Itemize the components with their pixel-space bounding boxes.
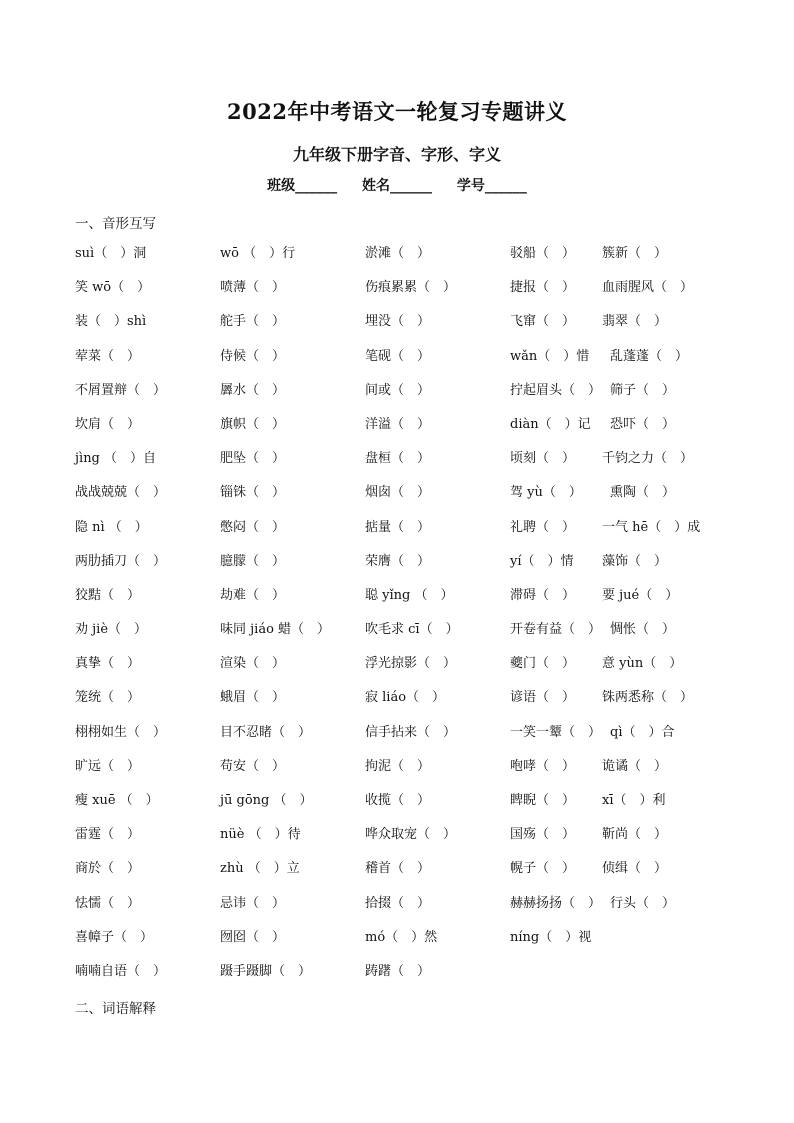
exercise-term: 藻饰（ ）	[602, 553, 668, 569]
exercise-term: 淤滩（ ）	[365, 246, 431, 261]
exercise-term: 侦缉（ ）	[602, 861, 668, 877]
exercise-item	[75, 655, 220, 689]
exercise-term: 行头（ ）	[610, 895, 676, 911]
exercise-item	[365, 826, 510, 860]
exercise-item	[220, 860, 365, 894]
exercise-term: qì（ ）合	[610, 724, 675, 740]
exercise-term: 要 jué（ ）	[602, 587, 679, 603]
exercise-term: 寂 liáo（ ）	[365, 690, 446, 706]
exercise-item	[365, 279, 510, 313]
exercise-term: wǎn（ ）惜	[510, 348, 590, 364]
exercise-item	[510, 724, 735, 758]
exercise-item	[220, 689, 365, 723]
exercise-item	[510, 313, 735, 347]
exercise-term: 洋溢（ ）	[365, 416, 431, 432]
exercise-item	[510, 484, 735, 518]
exercise-item	[510, 348, 735, 382]
exercise-term: 飞窜（ ）	[510, 314, 576, 330]
exercise-item	[75, 519, 220, 553]
exercise-term: 渲染（ ）	[220, 656, 286, 672]
exercise-term: 诡谲（ ）	[602, 758, 668, 774]
exercise-item	[220, 553, 365, 587]
exercise-item	[365, 724, 510, 758]
exercise-term: 礼聘（ ）	[510, 519, 576, 535]
exercise-term: 意 yùn（ ）	[602, 656, 683, 672]
exercise-item	[510, 587, 735, 621]
exercise-term: 夔门（ ）	[510, 656, 576, 672]
exercise-term: 驳船（ ）	[510, 246, 576, 261]
exercise-term: 恐吓（ ）	[610, 416, 676, 432]
exercise-term: 荤菜（ ）	[75, 348, 141, 364]
exercise-item	[365, 621, 510, 655]
exercise-term: mó（ ）然	[365, 929, 438, 945]
exercise-item	[75, 895, 220, 929]
exercise-item	[75, 416, 220, 450]
exercise-term: 喃喃自语（ ）	[75, 963, 167, 979]
exercise-item	[220, 313, 365, 347]
exercise-term: 荣膺（ ）	[365, 553, 431, 569]
exercise-term: 劫难（ ）	[220, 587, 286, 603]
student-info-fields	[0, 175, 794, 195]
exercise-term: 目不忍睹（ ）	[220, 724, 312, 740]
exercise-term: 舵手（ ）	[220, 314, 286, 330]
exercise-term: 囫囵（ ）	[220, 929, 286, 945]
exercise-item	[220, 963, 365, 997]
exercise-term: 乱蓬蓬（ ）	[610, 348, 689, 364]
exercise-item	[510, 655, 735, 689]
exercise-term: 血雨腥风（ ）	[602, 280, 694, 296]
section-heading-2: 二、词语解释	[75, 1001, 156, 1017]
exercise-term: zhù （ ）立	[220, 861, 300, 877]
exercise-term: 筛子（ ）	[610, 382, 676, 398]
exercise-term: 靳尚（ ）	[602, 827, 668, 843]
exercise-item	[75, 792, 220, 826]
exercise-item	[220, 758, 365, 792]
exercise-item	[75, 279, 220, 313]
exercise-term: diàn（ ）记	[510, 416, 591, 432]
exercise-term: yí（ ）情	[510, 553, 574, 569]
exercise-term: 稽首（ ）	[365, 861, 431, 877]
exercise-term: 怯懦（ ）	[75, 895, 141, 911]
exercise-term: 战战兢兢（ ）	[75, 485, 167, 501]
exercise-item	[75, 382, 220, 416]
exercise-term: 踌躇（ ）	[365, 963, 431, 979]
exercise-term: 拾掇（ ）	[365, 895, 431, 911]
exercise-term: 真挚（ ）	[75, 656, 141, 672]
exercise-term: 开卷有益（ ）	[510, 622, 602, 638]
exercise-term: 商於（ ）	[75, 861, 141, 877]
exercise-term: 味同 jiáo 蜡（ ）	[220, 622, 331, 638]
exercise-item	[220, 929, 365, 963]
exercise-term: 烟囱（ ）	[365, 485, 431, 501]
exercise-term: 捷报（ ）	[510, 280, 576, 296]
exercise-item	[220, 655, 365, 689]
exercise-item	[510, 929, 735, 963]
exercise-term: 憋闷（ ）	[220, 519, 286, 535]
exercise-item	[75, 724, 220, 758]
exercise-item	[75, 245, 220, 279]
exercise-item	[365, 484, 510, 518]
exercise-term: 侍候（ ）	[220, 348, 286, 364]
exercise-item	[510, 519, 735, 553]
exercise-item	[365, 860, 510, 894]
exercise-term: 笑 wō（ ）	[75, 280, 151, 296]
exercise-term: 坎肩（ ）	[75, 416, 141, 432]
exercise-item	[365, 758, 510, 792]
exercise-term: 熏陶（ ）	[610, 485, 676, 501]
exercise-term: suì（ ）洞	[75, 246, 147, 261]
page-subtitle: 九年级下册字音、字形、字义	[292, 145, 501, 164]
exercise-item	[75, 484, 220, 518]
exercise-term: 惆怅（ ）	[610, 622, 676, 638]
exercise-term: 狡黠（ ）	[75, 587, 141, 603]
exercise-term: 蛾眉（ ）	[220, 690, 286, 706]
exercise-item	[75, 689, 220, 723]
exercise-term: 收揽（ ）	[365, 793, 431, 808]
exercise-term: 拘泥（ ）	[365, 758, 431, 774]
exercise-term: 幌子（ ）	[510, 861, 576, 877]
exercise-item	[365, 587, 510, 621]
exercise-term: 间或（ ）	[365, 382, 431, 398]
exercise-term: 一笑一颦（ ）	[510, 724, 602, 740]
exercise-item	[75, 450, 220, 484]
exercise-item	[75, 860, 220, 894]
exercise-item	[220, 621, 365, 655]
exercise-term: 千钧之力（ ）	[602, 451, 694, 467]
exercise-item	[510, 963, 735, 997]
exercise-item	[75, 826, 220, 860]
exercise-item	[510, 416, 735, 450]
exercise-term: 簇新（ ）	[602, 246, 668, 261]
exercise-item	[75, 313, 220, 347]
exercise-term: 喷薄（ ）	[220, 280, 286, 296]
exercise-item	[510, 245, 735, 279]
exercise-item	[510, 621, 735, 655]
name-field: 姓名______	[362, 178, 432, 194]
exercise-item	[510, 382, 735, 416]
exercise-item	[220, 724, 365, 758]
exercise-term: 哗众取宠（ ）	[365, 827, 457, 843]
exercise-term: 笼统（ ）	[75, 690, 141, 706]
exercise-term: 伤痕累累（ ）	[365, 280, 457, 296]
exercise-item	[220, 519, 365, 553]
exercise-item	[365, 313, 510, 347]
exercise-term: wō （ ）行	[220, 246, 296, 261]
exercise-term: 瘦 xuē （ ）	[75, 793, 159, 808]
exercise-item	[75, 553, 220, 587]
exercise-item	[220, 895, 365, 929]
exercise-item	[365, 895, 510, 929]
exercise-item	[220, 348, 365, 382]
exercise-item	[510, 450, 735, 484]
exercise-item	[510, 860, 735, 894]
exercise-item	[510, 553, 735, 587]
exercise-item	[220, 792, 365, 826]
exercise-item	[220, 484, 365, 518]
exercise-item	[220, 245, 365, 279]
exercise-item	[365, 963, 510, 997]
exercise-term: xī（ ）利	[602, 793, 666, 808]
exercise-term: 劝 jiè（ ）	[75, 622, 148, 638]
exercise-item	[365, 450, 510, 484]
exercise-item	[365, 929, 510, 963]
exercise-term: 聪 yǐng （ ）	[365, 587, 454, 603]
exercise-term: 雷霆（ ）	[75, 827, 141, 843]
exercise-term: 笔砚（ ）	[365, 348, 431, 364]
exercise-term: 谚语（ ）	[510, 690, 576, 706]
exercise-term: 隐 nì （ ）	[75, 519, 148, 535]
exercise-term: jìng （ ）自	[75, 451, 157, 467]
exercise-item	[365, 519, 510, 553]
exercise-term: 一气 hē（ ）成	[602, 519, 701, 535]
exercise-term: 不屑置辩（ ）	[75, 382, 167, 398]
exercise-term: 肥坠（ ）	[220, 451, 286, 467]
exercise-item	[75, 348, 220, 382]
exercise-term: 掂量（ ）	[365, 519, 431, 535]
exercise-term: 旗帜（ ）	[220, 416, 286, 432]
exercise-term: níng（ ）视	[510, 929, 592, 945]
exercise-item	[365, 348, 510, 382]
exercise-item	[75, 963, 220, 997]
exercise-term: 驾 yù（ ）	[510, 485, 582, 501]
exercise-item	[365, 655, 510, 689]
exercise-item	[75, 587, 220, 621]
exercise-item	[220, 279, 365, 313]
exercise-term: 装（ ）shì	[75, 314, 147, 330]
exercise-term: 滞碍（ ）	[510, 587, 576, 603]
exercise-term: 蹑手蹑脚（ ）	[220, 963, 312, 979]
exercise-item	[510, 895, 735, 929]
exercise-term: 信手拈来（ ）	[365, 724, 457, 740]
exercise-term: 翡翠（ ）	[602, 314, 668, 330]
exercise-term: 吹毛求 cī（ ）	[365, 622, 459, 638]
exercise-item	[365, 689, 510, 723]
exercise-term: 喜幛子（ ）	[75, 929, 154, 945]
exercise-item	[220, 826, 365, 860]
exercise-item	[75, 758, 220, 792]
exercise-term: 盘桓（ ）	[365, 451, 431, 467]
exercise-item	[75, 929, 220, 963]
exercise-grid	[75, 245, 735, 997]
exercise-term: 锱铢（ ）	[220, 485, 286, 501]
exercise-term: 苟安（ ）	[220, 758, 286, 774]
exercise-term: nüè （ ）待	[220, 827, 301, 843]
exercise-term: 拧起眉头（ ）	[510, 382, 602, 398]
exercise-item	[220, 416, 365, 450]
exercise-term: 国殇（ ）	[510, 827, 576, 843]
exercise-item	[365, 792, 510, 826]
page-title: 2022年中考语文一轮复习专题讲义	[227, 99, 567, 124]
exercise-item	[220, 382, 365, 416]
exercise-item	[365, 382, 510, 416]
exercise-item	[220, 587, 365, 621]
exercise-term: 忌讳（ ）	[220, 895, 286, 911]
class-field: 班级______	[267, 178, 338, 194]
exercise-term: 埋没（ ）	[365, 314, 431, 330]
exercise-item	[365, 416, 510, 450]
exercise-item	[510, 826, 735, 860]
exercise-term: 睥睨（ ）	[510, 793, 576, 808]
exercise-item	[365, 553, 510, 587]
exercise-term: jū gōng （ ）	[220, 793, 313, 808]
exercise-term: 旷远（ ）	[75, 758, 141, 774]
exercise-term: 顷刻（ ）	[510, 451, 576, 467]
exercise-item	[365, 245, 510, 279]
exercise-item	[75, 621, 220, 655]
exercise-term: 臆朦（ ）	[220, 553, 286, 569]
exercise-item	[510, 758, 735, 792]
exercise-term: 羼水（ ）	[220, 382, 286, 398]
exercise-item	[510, 279, 735, 313]
exercise-item	[510, 792, 735, 826]
exercise-item	[220, 450, 365, 484]
exercise-term: 咆哮（ ）	[510, 758, 576, 774]
student-number-field: 学号______	[456, 178, 527, 194]
exercise-item	[510, 689, 735, 723]
exercise-term: 浮光掠影（ ）	[365, 656, 457, 672]
exercise-term: 赫赫扬扬（ ）	[510, 895, 602, 911]
section-heading-1: 一、音形互写	[75, 216, 156, 232]
exercise-term: 铢两悉称（ ）	[602, 690, 694, 706]
exercise-term: 栩栩如生（ ）	[75, 724, 167, 740]
exercise-term: 两肋插刀（ ）	[75, 553, 167, 569]
